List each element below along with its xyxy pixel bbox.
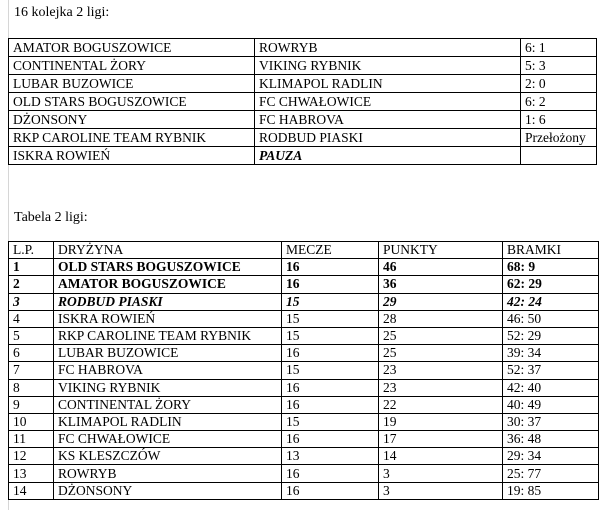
matches-cell: 16: [282, 276, 379, 293]
match-row: [9, 111, 597, 129]
goals-cell: 42: 40: [503, 379, 599, 396]
round-results-table: [8, 38, 597, 165]
team-cell: OLD STARS BOGUSZOWICE: [54, 259, 282, 276]
table-row: [9, 259, 599, 276]
goals-cell: 29: 34: [503, 448, 599, 465]
match-row: [9, 147, 597, 165]
matches-cell: 16: [282, 396, 379, 413]
match-away-team: ROWRYB: [255, 39, 521, 57]
match-score: 5: 3: [521, 57, 597, 75]
points-cell: 36: [379, 276, 503, 293]
match-home-team: OLD STARS BOGUSZOWICE: [9, 93, 255, 111]
team-cell: RODBUD PIASKI: [54, 293, 282, 310]
match-score: 1: 6: [521, 111, 597, 129]
match-score: [521, 147, 597, 165]
points-cell: 46: [379, 259, 503, 276]
table-header-row: [9, 242, 599, 259]
goals-cell: 42: 24: [503, 293, 599, 310]
match-score: 2: 0: [521, 75, 597, 93]
matches-cell: 15: [282, 362, 379, 379]
rank-cell: 6: [9, 345, 54, 362]
points-cell: 14: [379, 448, 503, 465]
table-row: [9, 431, 599, 448]
rank-cell: 4: [9, 310, 54, 327]
team-cell: DŻONSONY: [54, 482, 282, 499]
match-score: Przełożony: [521, 129, 597, 147]
match-away-team: RODBUD PIASKI: [255, 129, 521, 147]
points-cell: 28: [379, 310, 503, 327]
goals-cell: 62: 29: [503, 276, 599, 293]
points-cell: 19: [379, 413, 503, 430]
team-cell: FC CHWAŁOWICE: [54, 431, 282, 448]
matches-cell: 15: [282, 327, 379, 344]
matches-cell: 16: [282, 465, 379, 482]
team-cell: CONTINENTAL ŻORY: [54, 396, 282, 413]
match-home-team: LUBAR BUZOWICE: [9, 75, 255, 93]
round-heading: 16 kolejka 2 ligi:: [14, 5, 110, 20]
match-away-team: PAUZA: [255, 147, 521, 165]
rank-cell: 9: [9, 396, 54, 413]
column-header: PUNKTY: [379, 242, 503, 259]
rank-cell: 2: [9, 276, 54, 293]
rank-cell: 1: [9, 259, 54, 276]
team-cell: LUBAR BUZOWICE: [54, 345, 282, 362]
table-row: [9, 276, 599, 293]
team-cell: VIKING RYBNIK: [54, 379, 282, 396]
goals-cell: 68: 9: [503, 259, 599, 276]
table-row: [9, 345, 599, 362]
matches-cell: 16: [282, 345, 379, 362]
rank-cell: 3: [9, 293, 54, 310]
matches-cell: 16: [282, 431, 379, 448]
match-home-team: DŻONSONY: [9, 111, 255, 129]
column-header: L.P.: [9, 242, 54, 259]
matches-cell: 16: [282, 379, 379, 396]
league-heading: Tabela 2 ligi:: [14, 210, 88, 225]
rank-cell: 7: [9, 362, 54, 379]
match-home-team: ISKRA ROWIEŃ: [9, 147, 255, 165]
matches-cell: 15: [282, 310, 379, 327]
rank-cell: 13: [9, 465, 54, 482]
matches-cell: 15: [282, 293, 379, 310]
team-cell: ROWRYB: [54, 465, 282, 482]
points-cell: 23: [379, 379, 503, 396]
goals-cell: 40: 49: [503, 396, 599, 413]
table-row: [9, 379, 599, 396]
matches-cell: 13: [282, 448, 379, 465]
match-score: 6: 1: [521, 39, 597, 57]
goals-cell: 39: 34: [503, 345, 599, 362]
points-cell: 3: [379, 482, 503, 499]
table-row: [9, 448, 599, 465]
goals-cell: 46: 50: [503, 310, 599, 327]
rank-cell: 5: [9, 327, 54, 344]
column-header: DRYŻYNA: [54, 242, 282, 259]
table-row: [9, 465, 599, 482]
match-score: 6: 2: [521, 93, 597, 111]
match-away-team: FC HABROVA: [255, 111, 521, 129]
goals-cell: 52: 37: [503, 362, 599, 379]
match-row: [9, 129, 597, 147]
rank-cell: 8: [9, 379, 54, 396]
matches-cell: 16: [282, 482, 379, 499]
match-home-team: AMATOR BOGUSZOWICE: [9, 39, 255, 57]
table-row: [9, 396, 599, 413]
match-row: [9, 93, 597, 111]
table-row: [9, 482, 599, 499]
points-cell: 25: [379, 327, 503, 344]
goals-cell: 30: 37: [503, 413, 599, 430]
team-cell: RKP CAROLINE TEAM RYBNIK: [54, 327, 282, 344]
team-cell: KLIMAPOL RADLIN: [54, 413, 282, 430]
column-header: BRAMKI: [503, 242, 599, 259]
points-cell: 29: [379, 293, 503, 310]
rank-cell: 11: [9, 431, 54, 448]
matches-cell: 16: [282, 259, 379, 276]
match-row: [9, 39, 597, 57]
rank-cell: 12: [9, 448, 54, 465]
points-cell: 22: [379, 396, 503, 413]
matches-cell: 15: [282, 413, 379, 430]
table-row: [9, 293, 599, 310]
match-away-team: KLIMAPOL RADLIN: [255, 75, 521, 93]
points-cell: 17: [379, 431, 503, 448]
column-header: MECZE: [282, 242, 379, 259]
rank-cell: 14: [9, 482, 54, 499]
team-cell: KS KLESZCZÓW: [54, 448, 282, 465]
team-cell: AMATOR BOGUSZOWICE: [54, 276, 282, 293]
points-cell: 3: [379, 465, 503, 482]
goals-cell: 19: 85: [503, 482, 599, 499]
table-row: [9, 413, 599, 430]
league-standings-table: [8, 241, 599, 500]
points-cell: 23: [379, 362, 503, 379]
match-home-team: CONTINENTAL ŻORY: [9, 57, 255, 75]
team-cell: FC HABROVA: [54, 362, 282, 379]
team-cell: ISKRA ROWIEŃ: [54, 310, 282, 327]
match-away-team: VIKING RYBNIK: [255, 57, 521, 75]
match-home-team: RKP CAROLINE TEAM RYBNIK: [9, 129, 255, 147]
match-row: [9, 75, 597, 93]
table-row: [9, 327, 599, 344]
points-cell: 25: [379, 345, 503, 362]
goals-cell: 36: 48: [503, 431, 599, 448]
match-row: [9, 57, 597, 75]
goals-cell: 52: 29: [503, 327, 599, 344]
table-row: [9, 310, 599, 327]
match-away-team: FC CHWAŁOWICE: [255, 93, 521, 111]
rank-cell: 10: [9, 413, 54, 430]
table-row: [9, 362, 599, 379]
goals-cell: 25: 77: [503, 465, 599, 482]
